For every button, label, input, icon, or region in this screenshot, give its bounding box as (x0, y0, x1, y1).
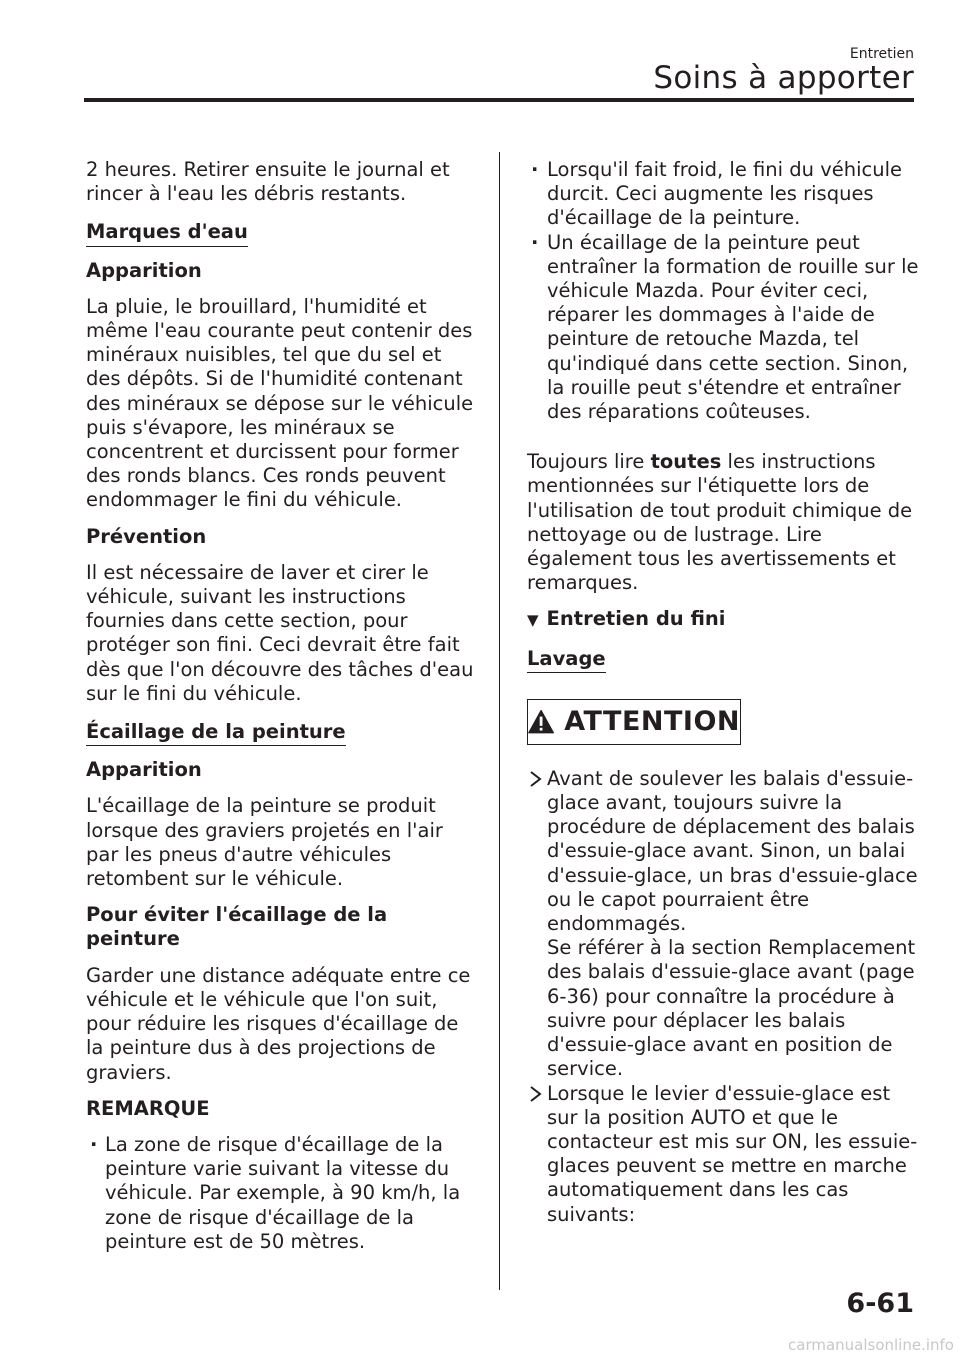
chipping-avoid-text: Garder une distance adéquate entre ce véhicule et le véhicule que l'on suit, pour réduire les risques d'écaillage de la peinture dus à des projections de graviers. (86, 963, 471, 1084)
chipping-avoid-label: Pour éviter l'écaillage de la peinture (86, 903, 388, 951)
attention-item (527, 1082, 922, 1227)
note-label: REMARQUE (86, 1096, 210, 1120)
water-marks-heading: Marques d'eau (86, 220, 248, 246)
right-column (527, 158, 922, 1227)
washing-heading: Lavage (527, 647, 606, 673)
chipping-heading: Écaillage de la peinture (86, 720, 346, 746)
attention-box (527, 699, 741, 745)
watermark: carmanualsonline.info (788, 1336, 954, 1354)
water-marks-occurrence-text: La pluie, le brouillard, l'humidité et même l'eau courante peut contenir des minéraux nuisibles, tel que du sel et des dépôts. Si de l'humidité contenant des minéraux se dépose sur le véhicule puis s'évapore, les minéraux se concentrent et durcissent pour former des ronds blancs. Ces ronds peuvent endommager le fini du véhicule. (86, 294, 474, 512)
warning-triangle-icon (528, 706, 554, 738)
chipping-occurrence-label: Apparition (86, 758, 202, 782)
note-item: · La zone de risque d'écaillage de la peinture varie suivant la vitesse du véhicule. Par exemple, à 90 km/h, la zone de risque d'écaillage de la peinture est de 50 mètres. (86, 1133, 478, 1254)
finish-care-heading-text: Entretien du fini (546, 607, 726, 631)
attention-item (527, 767, 922, 1082)
water-marks-prevention-label: Prévention (86, 524, 207, 548)
attention-label: ATTENTION (564, 705, 740, 737)
attention-item-extra: Se référer à la section Remplacement des balais d'essuie-glace avant (page 6-36) pour connaître la procédure à suivre pour déplacer les balais d'essuie-glace avant en position de service. (547, 936, 916, 1081)
water-marks-occurrence-label: Apparition (86, 258, 202, 282)
note-item: · Un écaillage de la peinture peut entraîner la formation de rouille sur le véhicule Mazda. Pour éviter ceci, réparer les dommages à l'aide de peinture de retouche Mazda, tel qu'indiqué dans cette section. Sinon, la rouille peut s'étendre et entraîner des réparations coûteuses. (527, 231, 922, 425)
attention-list (527, 767, 922, 1227)
chipping-occurrence-text: L'écaillage de la peinture se produit lorsque des graviers projetés en l'air par les pneus d'autre véhicules retombent sur le véhicule. (86, 794, 443, 891)
attention-item-text: Avant de soulever les balais d'essuie-glace avant, toujours suivre la procédure de déplacement des balais d'essuie-glace avant. Sinon, un balai d'essuie-glace, un bras d'essuie-glace ou le capot pourraient être endommagés. (547, 766, 918, 936)
note-item: · Lorsqu'il fait froid, le fini du véhicule durcit. Ceci augmente les risques d'écaillage de la peinture. (527, 158, 922, 231)
note-list (86, 1133, 478, 1254)
water-marks-prevention-text: Il est nécessaire de laver et cirer le véhicule, suivant les instructions fournies dans cette section, pour protéger son fini. Ceci devrait être fait dès que l'on découvre des tâches d'eau sur le fini du véhicule. (86, 560, 474, 705)
header-rule (84, 98, 914, 102)
page-number: 6-61 (846, 1288, 914, 1319)
arrow-right-icon (529, 1085, 543, 1103)
always-read-emphasis: toutes (650, 450, 722, 474)
column-divider (499, 152, 500, 1290)
finish-care-heading (527, 607, 922, 632)
triangle-down-icon: ▼ (527, 611, 539, 630)
page-title: Soins à apporter (653, 60, 914, 96)
note-list-continued (527, 158, 922, 424)
always-read-paragraph (527, 450, 922, 595)
arrow-right-icon (529, 770, 543, 788)
intro-text: 2 heures. Retirer ensuite le journal et rincer à l'eau les débris restants. (86, 158, 450, 206)
header-section-label: Entretien (849, 46, 914, 62)
attention-item-text: Lorsque le levier d'essuie-glace est sur la position AUTO et que le contacteur est mis sur ON, les essuie-glaces peuvent se mettre en marche automatiquement dans les cas suivants: (547, 1081, 918, 1226)
always-read-pre: Toujours lire (527, 450, 651, 474)
always-read-post: les instructions mentionnées sur l'étiquette lors de l'utilisation de tout produit chimique de nettoyage ou de lustrage. Lire également tous les avertissements et remarques. (527, 450, 913, 595)
left-column (86, 158, 478, 1266)
